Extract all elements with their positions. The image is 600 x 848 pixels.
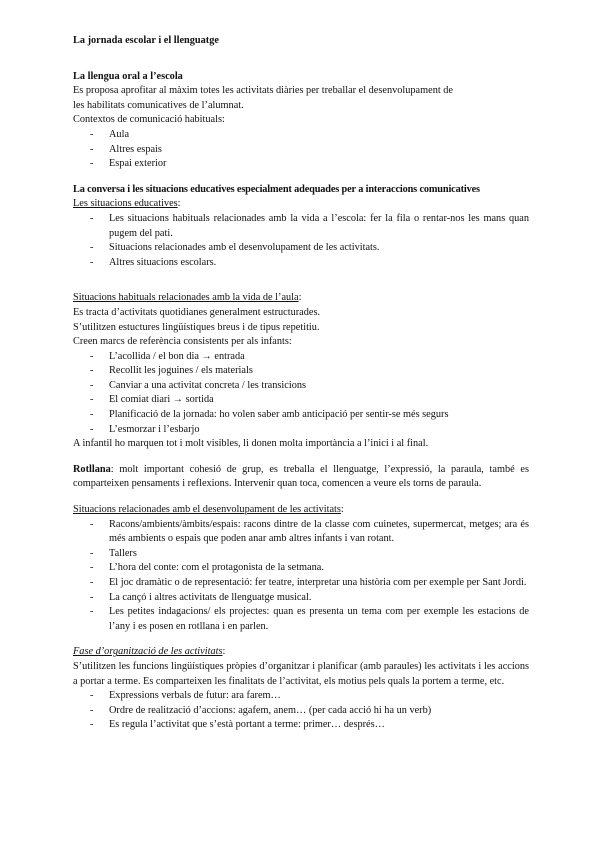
list-item: - L’acollida / el bon dia → entrada — [73, 350, 529, 365]
rotllana-text: : molt important cohesió de grup, es treballa el llenguatge, l’expressió, la paraula, també es comparteixen pensaments i reflexions. Intervenir quan toca, comencen a veure els torns de paraula. — [73, 463, 529, 490]
paragraph-structures: S’utilitzen estuctures lingüístiques breus i de tipus repetitiu. — [73, 321, 320, 333]
paragraph-frames: Creen marcs de referència consistents per als infants: — [73, 336, 292, 348]
list-item: - Planificació de la jornada: ho volen saber amb anticipació per sentir-se més segurs — [73, 408, 529, 423]
routines-list — [73, 350, 529, 438]
contexts-list — [73, 128, 529, 172]
paragraph-infantil: A infantil ho marquen tot i molt visibles, li donen molta importància a l’inici i al final. — [73, 438, 429, 450]
paragraph-rotllana — [73, 463, 529, 492]
paragraph-contexts: Contextos de comunicació habituals: — [73, 114, 225, 126]
list-item: - Racons/ambients/àmbits/espais: racons dintre de la classe com cuinetes, supermercat, metges; ara és més ambients o espais que poden anar amb altres infants i van rotant. — [73, 518, 529, 547]
activities-list — [73, 518, 529, 635]
section-heading-activities — [73, 503, 529, 518]
list-item: - La cançó i altres activitats de llenguatge musical. — [73, 591, 529, 606]
paragraph-functions: S’utilitzen les funcions lingüístiques pròpies d’organitzar i planificar (amb paraules) les activitats i les accions a portar a terme. Es comparteixen les finalitats de l’activitat, els motius pels quals la portem a terme, etc. — [73, 660, 529, 687]
paragraph-routines: Es tracta d’activitats quotidianes generalment estructurades. — [73, 306, 321, 318]
paragraph-intro-line1: Es proposa aprofitar al màxim totes les activitats diàries per treballar el desenvolupament de — [73, 85, 453, 97]
list-item: - Altres situacions escolars. — [73, 256, 529, 271]
section-heading-conversation: La conversa i les situacions educatives especialment adequades per a interaccions comunicatives — [73, 183, 480, 195]
section-heading-classroom-life — [73, 291, 529, 306]
list-item: - Aula — [73, 128, 529, 143]
list-item: - Expressions verbals de futur: ara farem… — [73, 689, 529, 704]
list-item: - L’hora del conte: com el protagonista de la setmana. — [73, 561, 529, 576]
list-item: - Les situacions habituals relacionades amb la vida a l’escola: fer la fila o rentar-nos les mans quan pugem del pati. — [73, 212, 529, 241]
subheading-educational-situations — [73, 197, 529, 212]
heading-text: Situacions relacionades amb el desenvolupament de les activitats — [73, 504, 341, 516]
heading-colon: : — [298, 292, 302, 304]
section-heading-organization — [73, 645, 529, 660]
situations-list — [73, 212, 529, 270]
list-item: - Situacions relacionades amb el desenvolupament de les activitats. — [73, 241, 529, 256]
rotllana-term: Rotllana — [73, 463, 111, 475]
list-item: - Altres espais — [73, 143, 529, 158]
paragraph-intro-line2: les habilitats comunicatives de l’alumnat. — [73, 99, 244, 111]
list-item: - Canviar a una activitat concreta / les transicions — [73, 379, 529, 394]
heading-colon: : — [340, 504, 344, 516]
document-title: La jornada escolar i el llenguatge — [73, 35, 219, 46]
list-item: - Recollit les joguines / els materials — [73, 364, 529, 379]
list-item: - El comiat diari → sortida — [73, 393, 529, 408]
list-item: - Es regula l’activitat que s’està portant a terme: primer… després… — [73, 718, 529, 733]
heading-text: Situacions habituals relacionades amb la vida de l’aula — [73, 292, 299, 304]
organization-list — [73, 689, 529, 733]
heading-text: Fase d’organització de les activitats — [73, 646, 223, 658]
list-item: - Espai exterior — [73, 157, 529, 172]
list-item: - Les petites indagacions/ els projectes: quan es presenta un tema com per exemple les estacions de l’any i es posen en rotllana i en parlen. — [73, 605, 529, 634]
subheading-colon: : — [177, 198, 181, 210]
list-item: - El joc dramàtic o de representació: fer teatre, interpretar una història com per exemple per Sant Jordi. — [73, 576, 529, 591]
subheading-text: Les situacions educatives — [73, 198, 178, 210]
list-item: - L’esmorzar i l’esbarjo — [73, 423, 529, 438]
heading-colon: : — [222, 646, 226, 658]
document-page — [73, 34, 529, 733]
list-item: - Tallers — [73, 547, 529, 562]
list-item: - Ordre de realització d’accions: agafem, anem… (per cada acció hi ha un verb) — [73, 704, 529, 719]
section-heading-oral-language: La llengua oral a l’escola — [73, 70, 183, 82]
